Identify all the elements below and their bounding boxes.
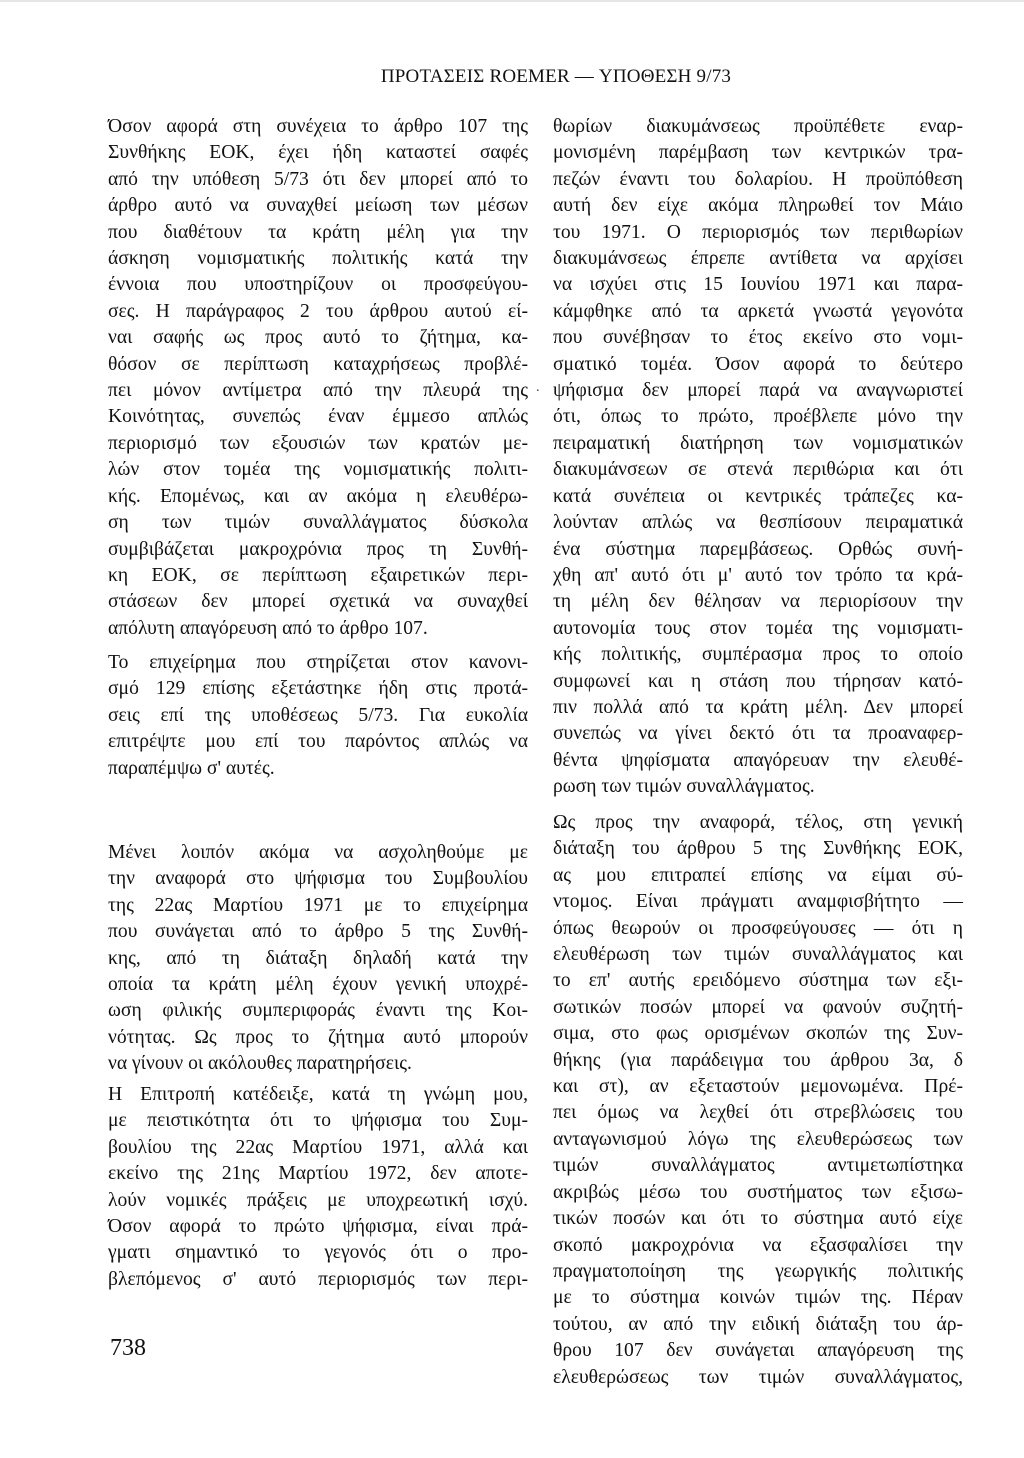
paragraph-text	[108, 840, 528, 1078]
text-line: επιτρέψτε μου επί του παρόντος απλώς να	[108, 731, 528, 753]
text-line: το επ' αυτής ερειδόμενο σύστημα των εξι-	[553, 970, 963, 992]
text-line: σιμα, στο φως ορισμένων σκοπών της Συν-	[553, 1023, 963, 1045]
text-line: σες. Η παράγραφος 2 του άρθρου αυτού εί-	[108, 300, 528, 322]
text-line: στάσεων δεν μπορεί σχετικά να συναχθεί	[108, 591, 528, 613]
text-line: σκοπό μακροχρόνια να εξασφαλίσει την	[553, 1234, 963, 1256]
text-line: συνεπώς να γίνει δεκτό ότι τα προαναφερ-	[553, 723, 963, 745]
text-line: Ως προς την αναφορά, τέλος, στη γενική	[553, 812, 963, 833]
text-line: διακυμάνσεως έπρεπε αντίθετα να αρχίσει	[553, 248, 963, 270]
text-line: χθη απ' αυτό ότι μ' αυτό τον τρόπο τα κρά-	[553, 564, 963, 586]
text-line: μονισμένη παρέμβαση των κεντρικών τρα-	[553, 142, 963, 164]
text-line: εκείνο της 21ης Μαρτίου 1972, δεν αποτε-	[108, 1163, 528, 1185]
paragraph-text	[553, 810, 963, 1391]
left-paragraph-3	[108, 840, 528, 1078]
paragraph-text	[108, 1082, 528, 1293]
text-line: άσκηση νομισματικής πολιτικής κατά την	[108, 248, 528, 270]
text-line: διάταξη του άρθρου 5 της Συνθήκης ΕΟΚ,	[553, 838, 963, 860]
text-line: κης, από τη διάταξη δηλαδή κατά την	[108, 947, 528, 969]
text-line: θέντα ψηφίσματα απαγόρευαν την ελευθέ-	[553, 749, 963, 771]
text-line: Το επιχείρημα που στηρίζεται στον κανονι-	[108, 652, 528, 673]
text-line: αυτή δεν είχε ακόμα πληρωθεί τον Μάιο	[553, 195, 963, 217]
text-line: ακριβώς μέσω του συστήματος των εξισω-	[553, 1181, 963, 1203]
text-line: σμό 129 επίσης εξετάστηκε ήδη στις προτά-	[108, 678, 528, 700]
text-line: από την υπόθεση 5/73 ότι δεν μπορεί από το	[108, 168, 528, 190]
text-line: όπως θεωρούν οι προσφεύγουσες — ότι η	[553, 917, 963, 939]
text-line: ανταγωνισμού λόγω της ελευθερώσεως των	[553, 1128, 963, 1150]
text-line: να ισχύει στις 15 Ιουνίου 1971 και παρα-	[553, 274, 963, 296]
text-line: κάμφθηκε από τα αρκετά γνωστά γεγονότα	[553, 300, 963, 322]
text-line: παραπέμψω σ' αυτές.	[108, 757, 275, 779]
text-line: πειραματική διατήρηση των νομισματικών	[553, 432, 963, 454]
paragraph-text	[108, 650, 528, 782]
text-line: σεις επί της υποθέσεως 5/73. Για ευκολία	[108, 704, 528, 726]
right-paragraph-1	[553, 114, 963, 801]
text-line: θρου 107 δεν συνάγεται απαγόρευση της	[553, 1340, 963, 1362]
text-line: Όσον αφορά στη συνέχεια το άρθρο 107 της	[108, 116, 528, 137]
text-line: Όσον αφορά το πρώτο ψήφισμα, είναι πρά-	[108, 1216, 528, 1238]
text-line: σματικό τομέα. Όσον αφορά το δεύτερο	[553, 353, 963, 375]
text-line: άρθρο αυτό να συναχθεί μείωση των μέσων	[108, 195, 528, 217]
text-line: και στ), αν εξεταστούν μεμονωμένα. Πρέ-	[553, 1076, 963, 1098]
text-line: που διαθέτουν τα κράτη μέλη για την	[108, 221, 528, 243]
text-line: συμφωνεί και η στάση που τήρησαν κατό-	[553, 670, 963, 692]
running-title: ΠΡΟΤΑΣΕΙΣ ROEMER — ΥΠΟΘΕΣΗ 9/73	[380, 66, 732, 87]
text-line: συμβιβάζεται μακροχρόνια προς τη Συνθή-	[108, 538, 528, 560]
text-line: με το σύστημα κοινών τιμών της. Πέραν	[553, 1287, 963, 1309]
text-line: ελευθέρωση των τιμών συναλλάγματος και	[553, 944, 963, 966]
text-line: κατά συνέπεια οι κεντρικές τράπεζες κα-	[553, 485, 963, 507]
text-line: πραγματοποίηση της γεωργικής πολιτικής	[553, 1260, 963, 1282]
text-line: να γίνουν οι ακόλουθες παρατηρήσεις.	[108, 1053, 412, 1075]
text-line: Μένει λοιπόν ακόμα να ασχοληθούμε με	[108, 842, 528, 863]
text-line: ψήφισμα δεν μπορεί παρά να αναγνωριστεί	[553, 380, 963, 402]
text-line: τη μέλη δεν θέλησαν να περιορίσουν την	[553, 591, 963, 613]
text-line: έννοια που υποστηρίζουν οι προσφεύγου-	[108, 274, 528, 296]
text-line: ση των τιμών συναλλάγματος δύσκολα	[108, 512, 528, 534]
text-line: που συνάγεται από το άρθρο 5 της Συνθή-	[108, 921, 528, 943]
text-line: αυτονομία τους στον τομέα της νομισματι-	[553, 617, 963, 639]
paragraph-text	[108, 114, 528, 642]
text-line: πιν πολλά από τα κράτη μέλη. Δεν μπορεί	[553, 696, 963, 718]
text-line: λούνταν απλώς να θεσπίσουν πειραματικά	[553, 512, 963, 534]
text-line: ντομος. Είναι πράγματι αναμφισβήτητο —	[553, 891, 963, 913]
left-paragraph-1	[108, 114, 528, 642]
text-line: Συνθήκης ΕΟΚ, έχει ήδη καταστεί σαφές	[108, 142, 528, 164]
text-line: νότητας. Ως προς το ζήτημα αυτό μπορούν	[108, 1026, 528, 1048]
text-line: βουλίου της 22ας Μαρτίου 1971, αλλά και	[108, 1136, 528, 1158]
text-line: πει μόνον αντίμετρα από την πλευρά της	[108, 380, 528, 402]
page-number: 738	[110, 1335, 146, 1361]
text-line: Η Επιτροπή κατέδειξε, κατά τη γνώμη μου,	[108, 1084, 528, 1105]
text-line: οποία τα κράτη μέλη έχουν γενική υποχρέ-	[108, 974, 528, 996]
text-line: λών στον τομέα της νομισματικής πολιτι-	[108, 459, 528, 481]
text-line: απόλυτη απαγόρευση από το άρθρο 107.	[108, 617, 428, 639]
left-paragraph-2	[108, 650, 528, 782]
text-line: κής πολιτικής, συμπέρασμα προς το οποίο	[553, 644, 963, 666]
text-line: ότι, όπως το πρώτο, προέβλεπε μόνο την	[553, 406, 963, 428]
text-line: ωση φιλικής συμπεριφοράς έναντι της Κοι-	[108, 1000, 528, 1022]
right-paragraph-2	[553, 810, 963, 1391]
text-line: θωρίων διακυμάνσεως προϋπέθετε εναρ-	[553, 116, 963, 137]
text-line: τικών ποσών και ότι το σύστημα αυτό είχε	[553, 1208, 963, 1230]
text-line: ρωση των τιμών συναλλάγματος.	[553, 776, 815, 798]
text-line: βλεπόμενος σ' αυτό περιορισμός των περι-	[108, 1268, 528, 1290]
text-line: θήκης (για παράδειγμα του άρθρου 3α, δ	[553, 1049, 963, 1071]
text-line: περιορισμό των εξουσιών των κρατών με-	[108, 432, 528, 454]
text-line: ελευθερώσεως των τιμών συναλλάγματος,	[553, 1366, 963, 1388]
text-line: γματι σημαντικό το γεγονός ότι ο προ-	[108, 1242, 528, 1264]
text-line: ναι σαφής ως προς αυτό το ζήτημα, κα-	[108, 327, 528, 349]
text-line: πει όμως να λεχθεί ότι στρεβλώσεις του	[553, 1102, 963, 1124]
text-line: λούν νομικές πράξεις με υποχρεωτική ισχύ.	[108, 1189, 528, 1211]
text-line: διακυμάνσεων σε στενά περιθώρια και ότι	[553, 459, 963, 481]
text-line: κη ΕΟΚ, σε περίπτωση εξαιρετικών περι-	[108, 564, 528, 586]
text-line: πεζών έναντι του δολαρίου. Η προϋπόθεση	[553, 168, 963, 190]
text-line: τιμών συναλλάγματος αντιμετωπίστηκα	[553, 1155, 963, 1177]
text-line: τούτου, αν από την ειδική διάταξη του άρ-	[553, 1313, 963, 1335]
text-line: με πειστικότητα ότι το ψήφισμα του Συμ-	[108, 1110, 528, 1132]
text-line: σωτικών ποσών μπορεί να φανούν συζητή-	[553, 996, 963, 1018]
left-paragraph-4	[108, 1082, 528, 1293]
text-line: ένα σύστημα παρεμβάσεως. Ορθώς συνή-	[553, 538, 963, 560]
text-line: κής. Επομένως, και αν ακόμα η ελευθέρω-	[108, 485, 528, 507]
text-line: Κοινότητας, συνεπώς έναν έμμεσο απλώς	[108, 406, 528, 428]
text-line: της 22ας Μαρτίου 1971 με το επιχείρημα	[108, 894, 528, 916]
text-line: ας μου επιτραπεί επίσης να είμαι σύ-	[553, 864, 963, 886]
stray-dot-mark: .	[536, 380, 540, 395]
paragraph-text	[553, 114, 963, 801]
text-line: που συνέβησαν το έτος εκείνο στο νομι-	[553, 327, 963, 349]
scan-edge-rule	[0, 0, 1024, 2]
text-line: του 1971. Ο περιορισμός των περιθωρίων	[553, 221, 963, 243]
text-line: θόσον σε περίπτωση καταχρήσεως προβλέ-	[108, 353, 528, 375]
text-line: την αναφορά στο ψήφισμα του Συμβουλίου	[108, 868, 528, 890]
